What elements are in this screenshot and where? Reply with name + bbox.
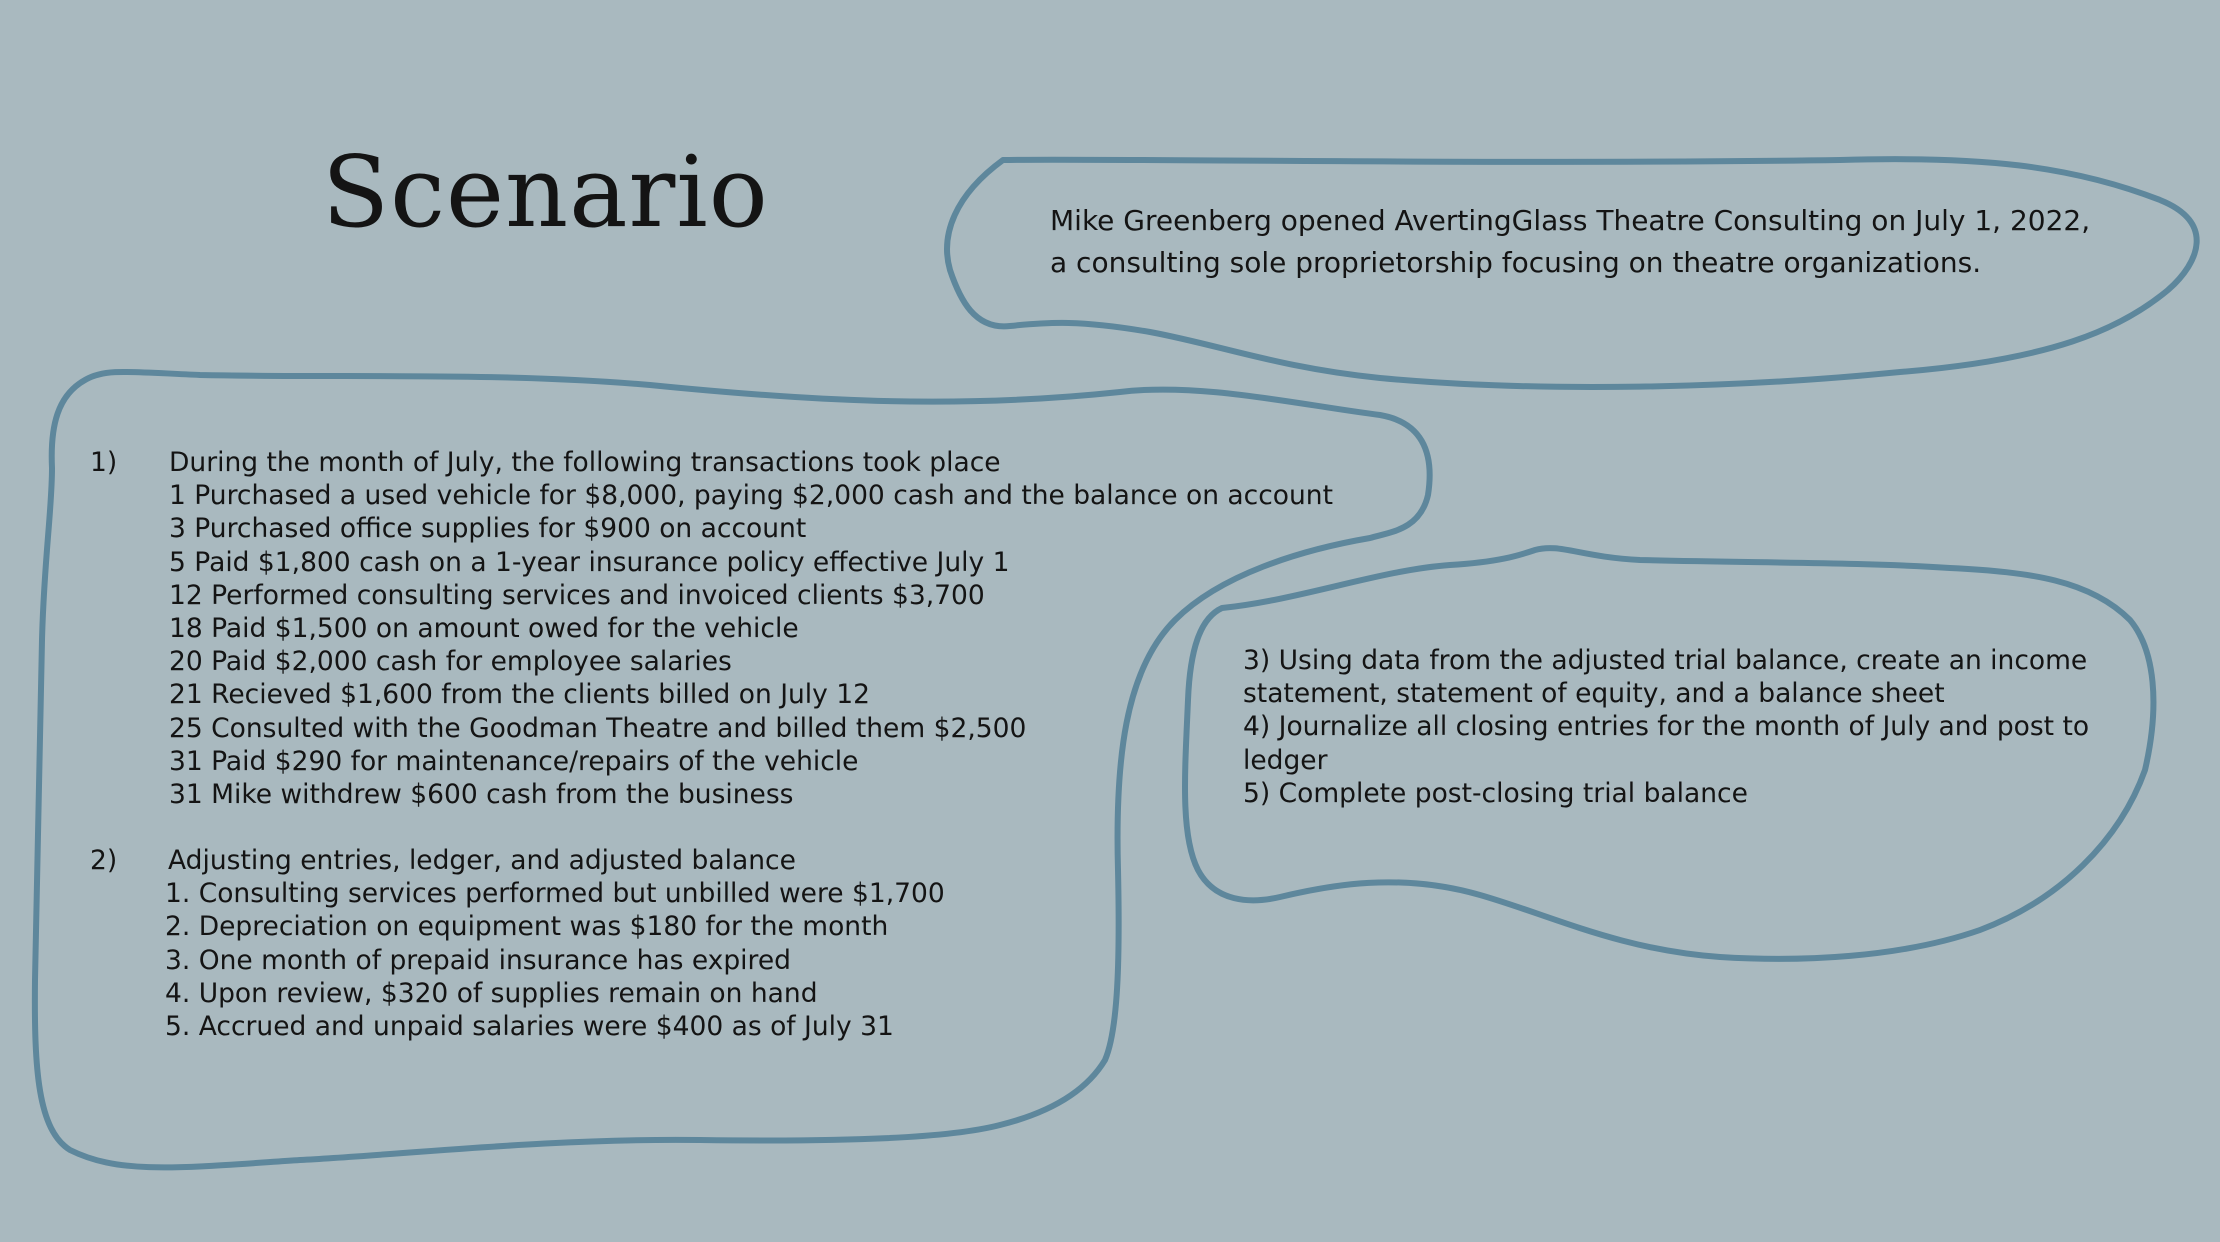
intro-text [1050, 200, 2160, 284]
remaining-steps [1243, 644, 2123, 810]
section-number: 1) [90, 447, 118, 478]
section-number: 2) [90, 845, 118, 876]
transaction-item: 31 Paid $290 for maintenance/repairs of the vehicle [169, 745, 859, 777]
adjusting-item: 4. Upon review, $320 of supplies remain on hand [165, 977, 818, 1009]
step-item: 5) Complete post-closing trial balance [1243, 777, 1748, 809]
transaction-item: 18 Paid $1,500 on amount owed for the vehicle [169, 613, 799, 645]
transactions-section [90, 446, 1333, 811]
transaction-item: 3 Purchased office supplies for $900 on account [169, 513, 807, 545]
intro-line: a consulting sole proprietorship focusing on theatre organizations. [1050, 246, 1982, 279]
transaction-item: 1 Purchased a used vehicle for $8,000, paying $2,000 cash and the balance on account [169, 480, 1333, 512]
transaction-item: 12 Performed consulting services and invoiced clients $3,700 [169, 579, 985, 611]
adjusting-item: 2. Depreciation on equipment was $180 for the month [165, 911, 889, 943]
section-heading: Adjusting entries, ledger, and adjusted balance [168, 845, 796, 876]
step-item: 3) Using data from the adjusted trial balance, create an income statement, statement of equity, and a balance sheet [1243, 645, 2088, 710]
page-title: Scenario [322, 136, 769, 250]
intro-line: Mike Greenberg opened AvertingGlass Theatre Consulting on July 1, 2022, [1050, 204, 2091, 237]
adjusting-item: 5. Accrued and unpaid salaries were $400 as of July 31 [165, 1011, 894, 1043]
transaction-item: 5 Paid $1,800 cash on a 1-year insurance policy effective July 1 [169, 546, 1010, 578]
adjusting-item: 3. One month of prepaid insurance has expired [165, 944, 791, 976]
transaction-item: 21 Recieved $1,600 from the clients billed on July 12 [169, 679, 870, 711]
section-heading: During the month of July, the following transactions took place [169, 447, 1001, 478]
adjusting-section [90, 844, 945, 1043]
transaction-item: 25 Consulted with the Goodman Theatre and billed them $2,500 [169, 712, 1027, 744]
transaction-item: 20 Paid $2,000 cash for employee salaries [169, 646, 732, 678]
step-item: 4) Journalize all closing entries for the month of July and post to ledger [1243, 711, 2090, 776]
adjusting-item: 1. Consulting services performed but unbilled were $1,700 [165, 878, 945, 910]
transaction-item: 31 Mike withdrew $600 cash from the business [169, 779, 794, 811]
